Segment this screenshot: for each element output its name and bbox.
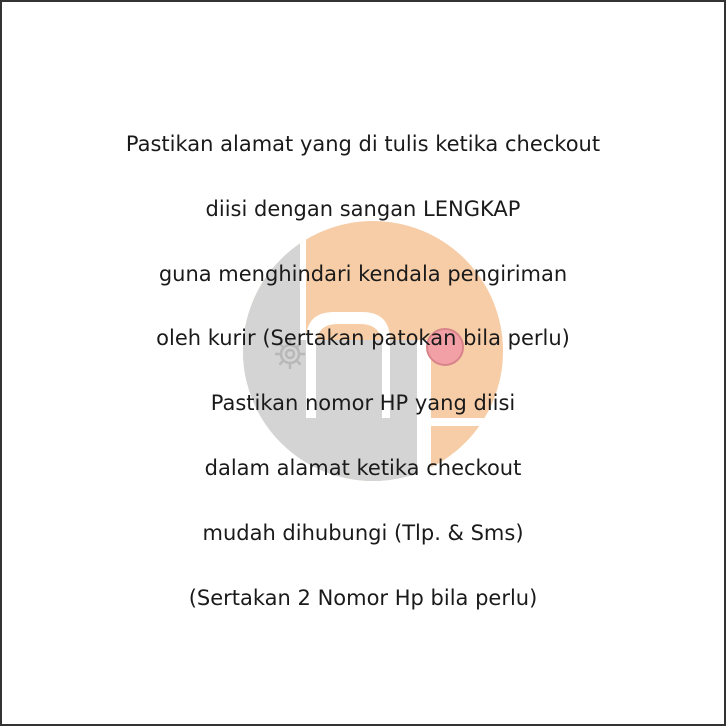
notice-line-3: guna menghindari kendala pengiriman <box>158 261 568 286</box>
notice-line-2: diisi dengan sangan LENGKAP <box>205 196 521 221</box>
notice-line-8: (Sertakan 2 Nomor Hp bila perlu) <box>188 585 538 610</box>
notice-line-6: dalam alamat ketika checkout <box>204 455 522 480</box>
notice-line-1: Pastikan alamat yang di tulis ketika checkout <box>125 132 601 156</box>
notice-line-4: oleh kurir (Sertakan patokan bila perlu) <box>156 326 570 351</box>
notice-line-5: Pastikan nomor HP yang diisi <box>210 391 516 416</box>
notice-text-block <box>2 112 724 630</box>
notice-line-7: mudah dihubungi (Tlp. & Sms) <box>202 520 524 545</box>
